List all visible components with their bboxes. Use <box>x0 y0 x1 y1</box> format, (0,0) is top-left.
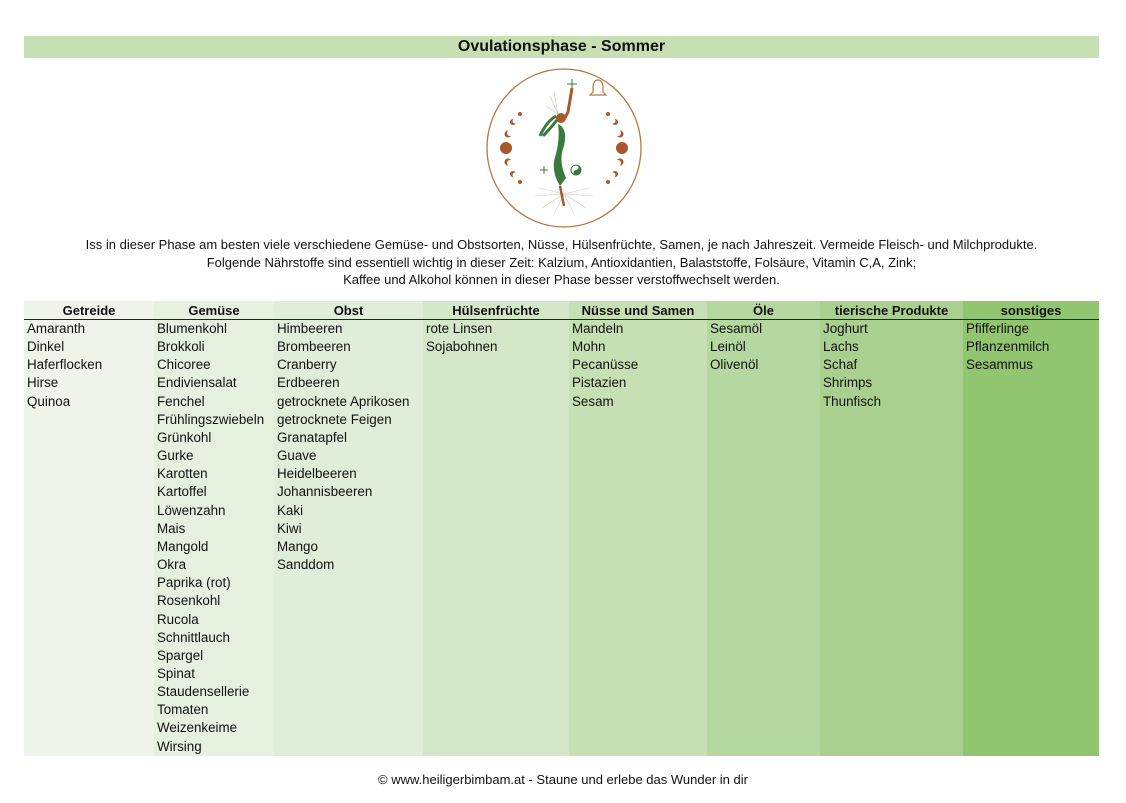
column-header: Gemüse <box>154 301 274 320</box>
list-item: Kaki <box>277 502 304 518</box>
column-header: Öle <box>707 301 820 320</box>
list-item: Kartoffel <box>157 484 207 500</box>
list-item: Paprika (rot) <box>157 575 231 591</box>
column-header: Getreide <box>24 301 154 320</box>
list-item: Guave <box>277 448 317 464</box>
column <box>820 301 963 756</box>
column-header: Obst <box>274 301 423 320</box>
list-item: Kiwi <box>277 520 302 536</box>
list-item: Sesam <box>572 393 614 409</box>
list-item: Thunfisch <box>823 393 882 409</box>
intro-line: Iss in dieser Phase am besten viele verschiedene Gemüse- und Obstsorten, Nüsse, Hülsenfrüchte, Samen, je nach Jahreszeit. Vermeide Fleisch- und Milchprodukte. <box>85 237 1038 252</box>
column-items <box>423 320 569 356</box>
list-item: Johannisbeeren <box>277 484 373 500</box>
column <box>423 301 569 756</box>
goddess-moon-phases-logo-icon <box>484 66 644 230</box>
list-item: Heidelbeeren <box>277 466 357 482</box>
list-item: Rosenkohl <box>157 593 221 609</box>
list-item: Hirse <box>27 375 59 391</box>
list-item: Grünkohl <box>157 429 212 445</box>
list-item: Löwenzahn <box>157 502 226 518</box>
column <box>154 301 274 756</box>
list-item: Cranberry <box>277 357 337 373</box>
list-item: Mandeln <box>572 321 624 336</box>
column <box>707 301 820 756</box>
column-header: tierische Produkte <box>820 301 963 320</box>
intro-line: Folgende Nährstoffe sind essentiell wichtig in dieser Zeit: Kalzium, Antioxidantien, Balaststoffe, Folsäure, Vitamin C,A, Zink; <box>206 254 917 270</box>
column-items <box>963 320 1099 374</box>
list-item: Mango <box>277 538 318 554</box>
list-item: Spinat <box>157 665 195 681</box>
list-item: Fenchel <box>157 393 205 409</box>
list-item: Erdbeeren <box>277 375 340 391</box>
column-items <box>707 320 820 374</box>
list-item: Endiviensalat <box>157 375 237 391</box>
column-items <box>274 320 423 574</box>
footer-copyright: © www.heiligerbimbam.at - Staune und erlebe das Wunder in dir <box>378 772 748 787</box>
list-item: Frühlingszwiebeln <box>157 411 265 427</box>
list-item: Brombeeren <box>277 339 351 355</box>
list-item: Amaranth <box>27 321 86 336</box>
list-item: Pistazien <box>572 375 627 391</box>
list-item: Himbeeren <box>277 321 343 336</box>
list-item: Haferflocken <box>27 357 103 373</box>
list-item: Pecanüsse <box>572 357 639 373</box>
column-items <box>154 320 274 756</box>
list-item: Pflanzenmilch <box>966 339 1050 355</box>
list-item: Blumenkohl <box>157 321 227 336</box>
list-item: Rucola <box>157 611 199 627</box>
column-header: Hülsenfrüchte <box>423 301 569 320</box>
column <box>274 301 423 756</box>
list-item: Chicoree <box>157 357 211 373</box>
list-item: getrocknete Feigen <box>277 411 392 427</box>
intro-line: Kaffee und Alkohol können in dieser Phase besser verstoffwechselt werden. <box>343 272 780 287</box>
list-item: Lachs <box>823 339 859 355</box>
food-table <box>24 301 1099 756</box>
column-header: Nüsse und Samen <box>569 301 707 320</box>
list-item: Sanddom <box>277 557 335 573</box>
list-item: Dinkel <box>27 339 65 355</box>
column <box>24 301 154 756</box>
list-item: Quinoa <box>27 393 71 409</box>
column <box>963 301 1099 756</box>
list-item: Schaf <box>823 357 858 373</box>
list-item: Sojabohnen <box>426 339 498 355</box>
column-items <box>24 320 154 411</box>
list-item: Gurke <box>157 448 194 464</box>
list-item: Wirsing <box>157 738 202 754</box>
list-item: Joghurt <box>823 321 868 336</box>
list-item: Mais <box>157 520 186 536</box>
list-item: Sesamöl <box>710 321 763 336</box>
list-item: getrocknete Aprikosen <box>277 393 410 409</box>
list-item: Sesammus <box>966 357 1033 373</box>
intro-text <box>24 236 1099 289</box>
list-item: Pfifferlinge <box>966 321 1030 336</box>
column-items <box>569 320 707 411</box>
column <box>569 301 707 756</box>
list-item: rote Linsen <box>426 321 493 336</box>
list-item: Spargel <box>157 647 204 663</box>
column-header: sonstiges <box>963 301 1099 320</box>
list-item: Mohn <box>572 339 606 355</box>
list-item: Mangold <box>157 538 209 554</box>
list-item: Tomaten <box>157 702 209 718</box>
page-title: Ovulationsphase - Sommer <box>24 36 1099 58</box>
list-item: Schnittlauch <box>157 629 230 645</box>
list-item: Okra <box>157 557 187 573</box>
list-item: Leinöl <box>710 339 746 355</box>
list-item: Weizenkeime <box>157 720 238 736</box>
list-item: Granatapfel <box>277 429 347 445</box>
list-item: Olivenöl <box>710 357 759 373</box>
list-item: Karotten <box>157 466 208 482</box>
column-items <box>820 320 963 411</box>
list-item: Shrimps <box>823 375 873 391</box>
list-item: Brokkoli <box>157 339 205 355</box>
list-item: Staudensellerie <box>157 684 250 700</box>
